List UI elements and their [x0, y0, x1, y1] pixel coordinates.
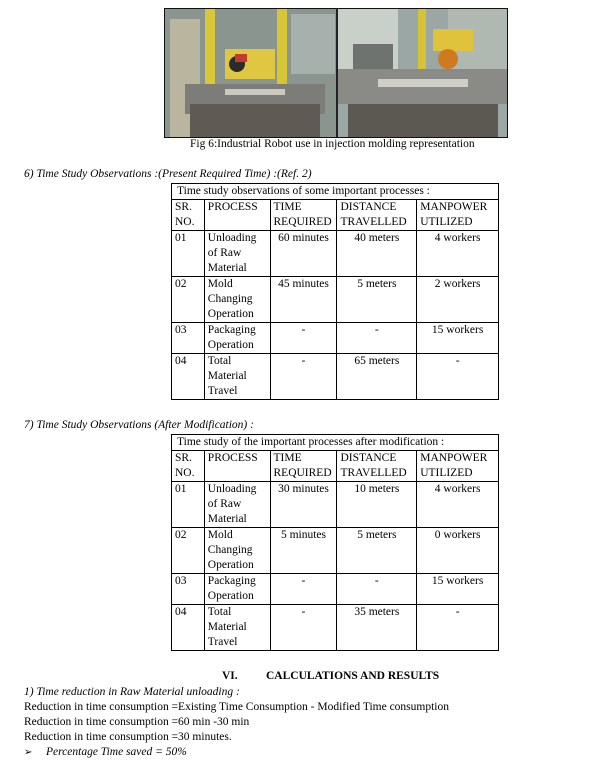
cell-sr: 03	[172, 574, 205, 605]
cell-time: 30 minutes	[270, 482, 337, 528]
table-row	[172, 482, 499, 528]
cell-time: -	[270, 354, 337, 400]
cell-distance: -	[337, 323, 417, 354]
calc-line: Reduction in time consumption =60 min -30 min	[24, 716, 250, 728]
table-row	[172, 574, 499, 605]
header-manpower-utilized: MANPOWER UTILIZED	[417, 200, 499, 231]
cell-distance: 40 meters	[337, 231, 417, 277]
cell-sr: 01	[172, 231, 205, 277]
header-distance-travelled: DISTANCE TRAVELLED	[337, 451, 417, 482]
table-title: Time study of the important processes after modification :	[172, 435, 499, 451]
arrow-bullet-icon: ➢	[24, 747, 33, 758]
figure-caption: Fig 6:Industrial Robot use in injection molding representation	[190, 138, 475, 150]
section-title-text: CALCULATIONS AND RESULTS	[266, 670, 440, 682]
cell-distance: 65 meters	[337, 354, 417, 400]
header-distance-travelled: DISTANCE TRAVELLED	[337, 200, 417, 231]
table-row	[172, 528, 499, 574]
table-row	[172, 323, 499, 354]
robot-illustration-left	[165, 9, 336, 137]
header-sr-no: SR. NO.	[172, 200, 205, 231]
cell-manpower: 15 workers	[417, 574, 499, 605]
table-row	[172, 605, 499, 651]
cell-manpower: -	[417, 605, 499, 651]
cell-process: Packaging Operation	[204, 323, 270, 354]
calc-subheading: 1) Time reduction in Raw Material unloading :	[24, 686, 240, 698]
cell-distance: 10 meters	[337, 482, 417, 528]
section-6-heading: 6) Time Study Observations :(Present Required Time) :(Ref. 2)	[24, 168, 312, 180]
table-row	[172, 231, 499, 277]
cell-manpower: 4 workers	[417, 482, 499, 528]
cell-time: -	[270, 323, 337, 354]
cell-process: Total Material Travel	[204, 354, 270, 400]
cell-process: Mold Changing Operation	[204, 277, 270, 323]
cell-process: Packaging Operation	[204, 574, 270, 605]
cell-time: -	[270, 574, 337, 605]
cell-process: Total Material Travel	[204, 605, 270, 651]
cell-sr: 04	[172, 354, 205, 400]
bullet-line	[24, 746, 187, 758]
cell-distance: 35 meters	[337, 605, 417, 651]
section-7-heading: 7) Time Study Observations (After Modification) :	[24, 419, 254, 431]
table-row	[172, 354, 499, 400]
calc-line: Reduction in time consumption =Existing Time Consumption - Modified Time consumption	[24, 701, 449, 713]
robot-illustration-right	[338, 9, 507, 137]
cell-time: 60 minutes	[270, 231, 337, 277]
table-title: Time study observations of some important processes :	[172, 184, 499, 200]
robot-figure	[164, 8, 508, 138]
header-time-required: TIME REQUIRED	[270, 200, 337, 231]
cell-manpower: -	[417, 354, 499, 400]
header-sr-no: SR. NO.	[172, 451, 205, 482]
cell-time: 5 minutes	[270, 528, 337, 574]
cell-time: 45 minutes	[270, 277, 337, 323]
header-manpower-utilized: MANPOWER UTILIZED	[417, 451, 499, 482]
cell-sr: 04	[172, 605, 205, 651]
table-header-row	[172, 451, 499, 482]
cell-manpower: 15 workers	[417, 323, 499, 354]
cell-sr: 02	[172, 277, 205, 323]
cell-distance: -	[337, 574, 417, 605]
cell-process: Mold Changing Operation	[204, 528, 270, 574]
percentage-saved: Percentage Time saved = 50%	[46, 746, 187, 758]
cell-manpower: 4 workers	[417, 231, 499, 277]
cell-distance: 5 meters	[337, 528, 417, 574]
cell-sr: 03	[172, 323, 205, 354]
cell-distance: 5 meters	[337, 277, 417, 323]
table-row	[172, 277, 499, 323]
modified-time-study-table	[171, 434, 499, 651]
calc-line: Reduction in time consumption =30 minutes.	[24, 731, 232, 743]
cell-process: Unloading of Raw Material	[204, 231, 270, 277]
section-number: VI.	[222, 670, 238, 682]
header-time-required: TIME REQUIRED	[270, 451, 337, 482]
header-process: PROCESS	[204, 200, 270, 231]
section-vi-title	[222, 670, 439, 682]
cell-manpower: 0 workers	[417, 528, 499, 574]
cell-time: -	[270, 605, 337, 651]
header-process: PROCESS	[204, 451, 270, 482]
robot-photo-left	[165, 9, 336, 137]
present-time-study-table	[171, 183, 499, 400]
cell-sr: 01	[172, 482, 205, 528]
cell-sr: 02	[172, 528, 205, 574]
cell-manpower: 2 workers	[417, 277, 499, 323]
cell-process: Unloading of Raw Material	[204, 482, 270, 528]
robot-photo-right	[338, 9, 507, 137]
table-header-row	[172, 200, 499, 231]
